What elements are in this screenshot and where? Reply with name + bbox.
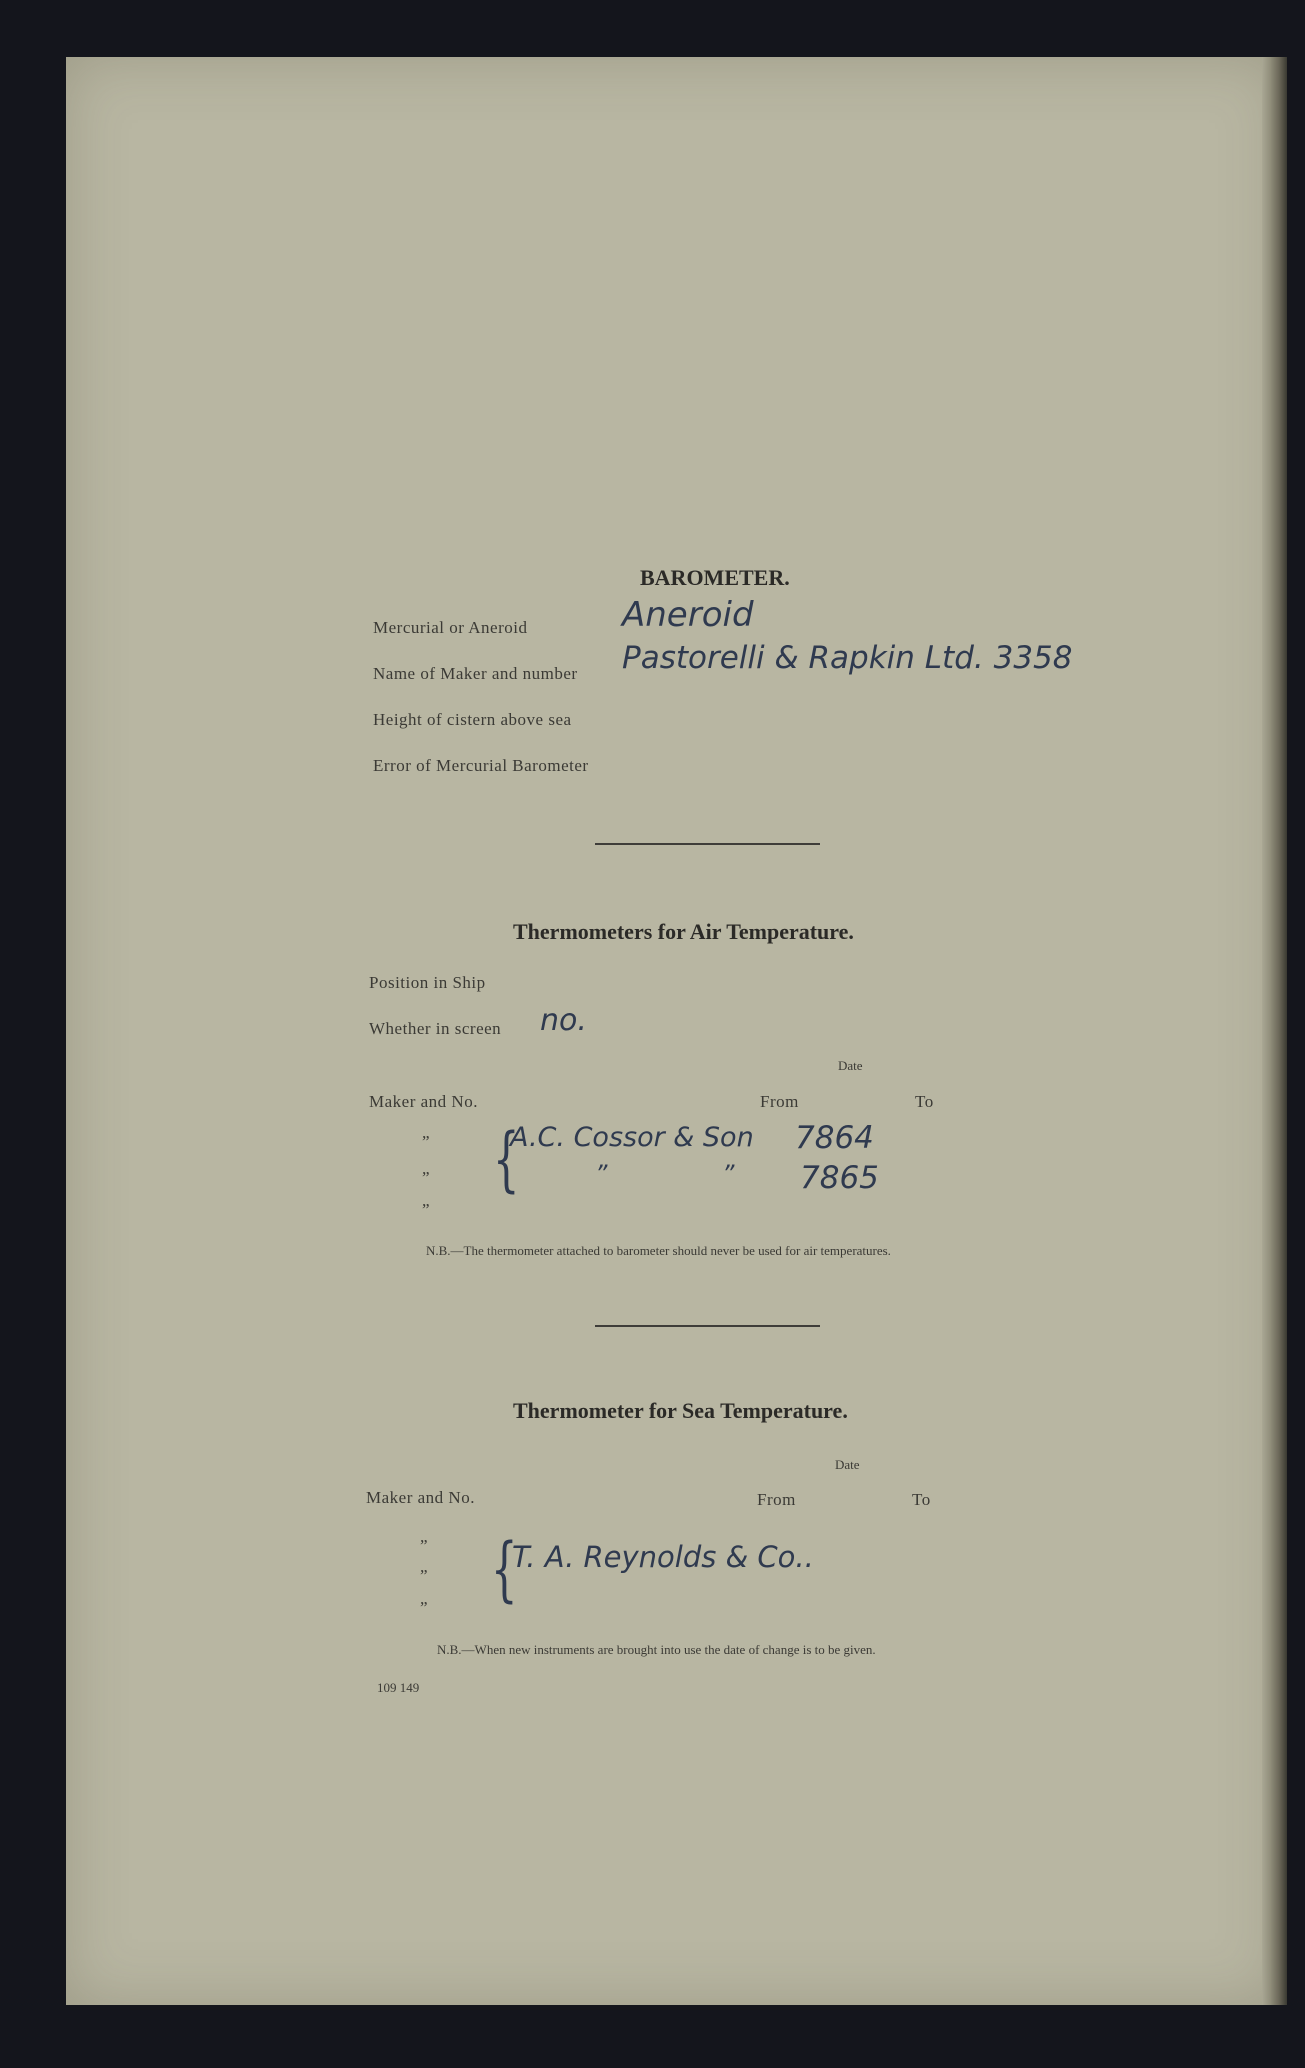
ditto-mark: ”: [420, 1566, 429, 1585]
air-entry-2-number: 7865: [800, 1160, 879, 1196]
ditto-mark: ”: [420, 1536, 429, 1555]
ditto-mark: ”: [422, 1132, 431, 1151]
mercurial-label: Mercurial or Aneroid: [373, 618, 528, 637]
form-page: [66, 57, 1281, 2005]
sea-thermometer-heading: Thermometer for Sea Temperature.: [513, 1398, 848, 1423]
sea-entry-1: T. A. Reynolds & Co..: [512, 1540, 814, 1574]
air-from-label: From: [760, 1092, 799, 1111]
air-entry-1-number: 7864: [795, 1120, 874, 1156]
screen-value: no.: [540, 1003, 587, 1038]
section-divider: [595, 1325, 820, 1327]
cistern-height-label: Height of cistern above sea: [373, 710, 572, 729]
brace-icon: {: [490, 1528, 518, 1610]
sea-to-label: To: [912, 1490, 931, 1509]
air-note: N.B.—The thermometer attached to barometer should never be used for air temperatures.: [426, 1243, 891, 1258]
ditto-mark: ”: [422, 1168, 431, 1187]
sea-maker-label: Maker and No.: [366, 1488, 475, 1507]
brace-icon: {: [492, 1118, 520, 1200]
air-maker-label: Maker and No.: [369, 1092, 478, 1111]
sea-note: N.B.—When new instruments are brought into use the date of change is to be given.: [437, 1642, 876, 1657]
sea-date-label: Date: [835, 1457, 860, 1472]
barometer-error-label: Error of Mercurial Barometer: [373, 756, 589, 775]
page-edge: [1271, 57, 1287, 2005]
screen-label: Whether in screen: [369, 1019, 502, 1038]
page-binding: [1262, 57, 1271, 2005]
air-entry-1: A.C. Cossor & Son: [510, 1122, 754, 1153]
air-date-label: Date: [838, 1058, 863, 1073]
barometer-heading: BAROMETER.: [640, 565, 790, 590]
ditto-mark: ”: [422, 1200, 431, 1219]
air-to-label: To: [915, 1092, 934, 1111]
ditto-mark: ”: [722, 1160, 735, 1188]
mercurial-value: Aneroid: [622, 595, 754, 635]
form-code: 109 149: [377, 1680, 420, 1695]
position-in-ship-label: Position in Ship: [369, 973, 486, 992]
maker-value: Pastorelli & Rapkin Ltd. 3358: [622, 640, 1073, 676]
ditto-mark: ”: [420, 1598, 429, 1617]
maker-label: Name of Maker and number: [373, 664, 578, 683]
sea-from-label: From: [757, 1490, 796, 1509]
ditto-mark: ”: [595, 1160, 608, 1188]
air-thermometers-heading: Thermometers for Air Temperature.: [513, 919, 854, 944]
section-divider: [595, 843, 820, 845]
